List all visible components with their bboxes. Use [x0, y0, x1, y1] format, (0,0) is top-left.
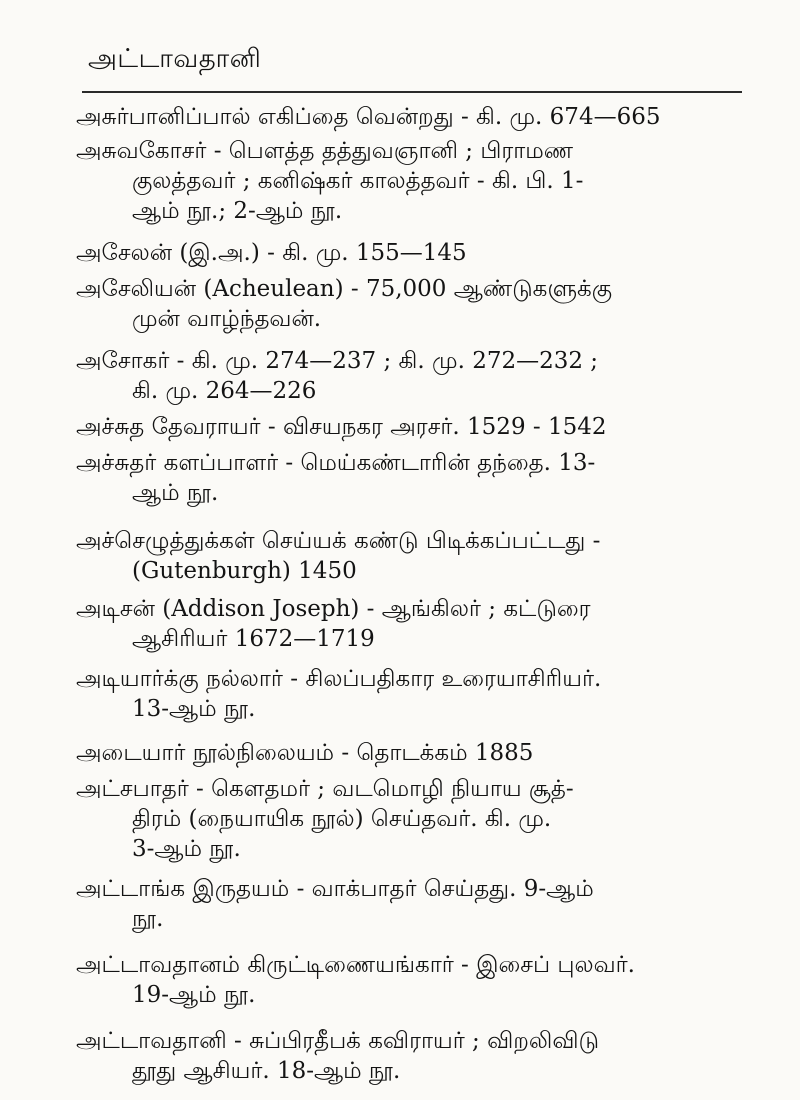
entry-printing-type	[76, 526, 736, 586]
entry-ashvaghosha	[76, 136, 736, 226]
entry-line: அசுர்பானிப்பால் எகிப்தை வென்றது - கி. மு. 674—665	[76, 104, 661, 130]
entry-line: அசோகர் - கி. மு. 274—237 ; கி. மு. 272—232 ;	[76, 348, 599, 374]
entry-line: 13-ஆம் நூ.	[132, 696, 256, 722]
entry-line: முன் வாழ்ந்தவன்.	[132, 306, 322, 332]
entry-line: அடியார்க்கு நல்லார் - சிலப்பதிகார உரையாசிரியர்.	[76, 666, 602, 692]
entry-line: அச்சுத தேவராயர் - விசயநகர அரசர். 1529 - 1542	[76, 414, 607, 440]
entry-line: அச்செழுத்துக்கள் செய்யக் கண்டு பிடிக்கப்பட்டது -	[76, 528, 601, 554]
entry-line: அசேலன் (இ.அ.) - கி. மு. 155—145	[76, 240, 467, 266]
entry-ashtavadhanam-krishna-iyengar	[76, 950, 736, 1010]
entry-adyar-library	[76, 738, 736, 768]
entry-line: அசுவகோசர் - பௌத்த தத்துவஞானி ; பிராமண	[76, 138, 574, 164]
entry-ashoka	[76, 346, 736, 406]
entry-line: அசேலியன் (Acheulean) - 75,000 ஆண்டுகளுக்கு	[76, 276, 613, 302]
entry-line: அட்டாங்க இருதயம் - வாக்பாதர் செய்தது. 9-ஆம்	[76, 876, 594, 902]
entry-line: 19-ஆம் நூ.	[132, 982, 256, 1008]
entry-line: தூது ஆசியர். 18-ஆம் நூ.	[132, 1058, 401, 1084]
entry-ashtavadhani	[76, 1026, 736, 1086]
entry-line: நூ.	[132, 906, 164, 932]
entry-line: ஆம் நூ.; 2-ஆம் நூ.	[132, 198, 343, 224]
entry-line: (Gutenburgh) 1450	[132, 558, 357, 584]
entry-akshapada	[76, 774, 736, 864]
entry-line: அடையார் நூல்நிலையம் - தொடக்கம் 1885	[76, 740, 534, 766]
entry-line: அட்டாவதானி - சுப்பிரதீபக் கவிராயர் ; விறலிவிடு	[76, 1028, 600, 1054]
entry-line: கி. மு. 264—226	[132, 378, 317, 404]
entry-line: ஆசிரியர் 1672—1719	[132, 626, 375, 652]
entry-line: 3-ஆம் நூ.	[132, 836, 241, 862]
entry-line: ஆம் நூ.	[132, 480, 219, 506]
entry-line: திரம் (நையாயிக நூல்) செய்தவர். கி. மு.	[132, 806, 552, 832]
entry-line: குலத்தவர் ; கனிஷ்கர் காலத்தவர் - கி. பி. 1-	[132, 168, 584, 194]
entry-line: அட்டாவதானம் கிருட்டிணையங்கார் - இசைப் புலவர்.	[76, 952, 635, 978]
header-rule	[82, 91, 742, 93]
entry-achyuta-devaraya	[76, 412, 736, 442]
entry-line: அட்சபாதர் - கௌதமர் ; வடமொழி நியாய சூத்-	[76, 776, 574, 802]
entry-ashurbanipal	[76, 102, 736, 132]
entry-list	[76, 100, 736, 1086]
entry-adiyarkku-nallar	[76, 664, 736, 724]
entry-aselan	[76, 238, 736, 268]
running-head: அட்டாவதானி	[88, 44, 262, 74]
entry-line: அடிசன் (Addison Joseph) - ஆங்கிலர் ; கட்டுரை	[76, 596, 591, 622]
entry-acheulean	[76, 274, 736, 334]
entry-achyutar-kalappalar	[76, 448, 736, 508]
entry-addison	[76, 594, 736, 654]
entry-line: அச்சுதர் களப்பாளர் - மெய்கண்டாரின் தந்தை. 13-	[76, 450, 596, 476]
entry-ashtanga-hridayam	[76, 874, 736, 934]
